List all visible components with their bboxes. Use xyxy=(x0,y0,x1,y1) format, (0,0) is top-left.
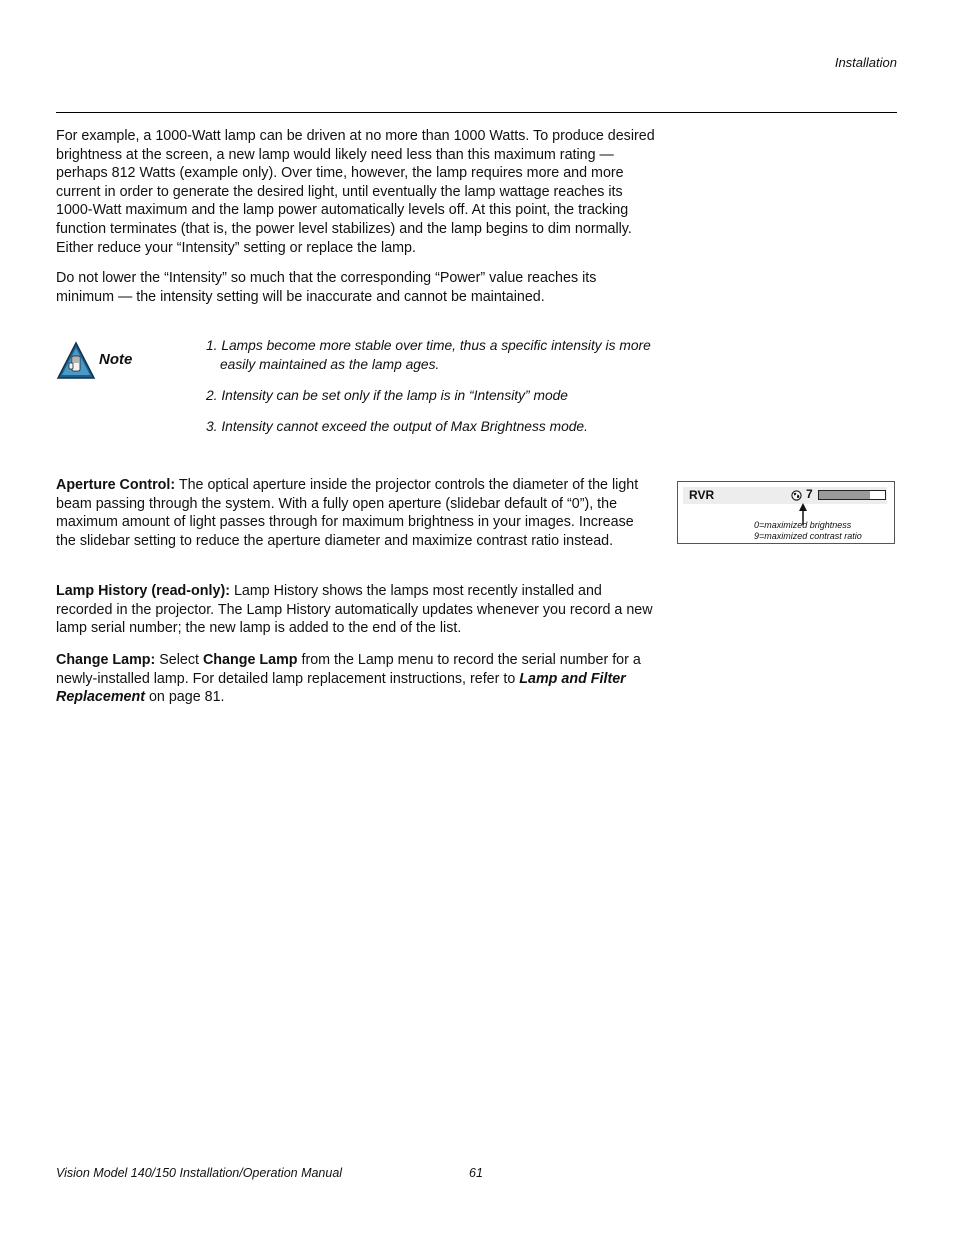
rvr-value: 7 xyxy=(806,487,813,501)
rvr-note-contrast: 9=maximized contrast ratio xyxy=(754,531,862,541)
globe-icon xyxy=(791,490,802,501)
note-item-3: 3. Intensity cannot exceed the output of Max Brightness mode. xyxy=(206,418,588,434)
lamp-history-text: Lamp History shows the lamps most recently installed and recorded in the projector. The Lamp History automatically updates whenever you record a new lamp serial number; the new lamp is added to the end of the list. xyxy=(56,583,653,637)
note-label: Note xyxy=(99,351,133,368)
footer-manual-title: Vision Model 140/150 Installation/Operation Manual xyxy=(56,1166,343,1180)
lamp-filter-replacement-link[interactable]: Lamp and Filter Replacement xyxy=(56,670,626,706)
lamp-history-paragraph xyxy=(56,582,656,638)
rvr-slider-fill xyxy=(819,491,870,499)
rvr-label: RVR xyxy=(689,488,715,502)
footer-page-number: 61 xyxy=(469,1166,483,1180)
change-lamp-text-3: on page 81. xyxy=(145,689,225,706)
rvr-slider-row xyxy=(683,487,887,504)
rvr-note-brightness: 0=maximized brightness xyxy=(754,520,852,530)
note-block xyxy=(56,337,676,447)
change-lamp-text-1: Select xyxy=(155,652,203,668)
note-item-2: 2. Intensity can be set only if the lamp is in “Intensity” mode xyxy=(206,387,568,403)
note-hand-icon xyxy=(56,341,96,381)
change-lamp-menu-item: Change Lamp xyxy=(202,652,298,668)
rvr-slider-track xyxy=(818,490,886,500)
intro-paragraph-2: Do not lower the “Intensity” so much that the corresponding “Power” value reaches its minimum — the intensity setting will be inaccurate and cannot be maintained. xyxy=(56,270,597,305)
change-lamp-heading: Change Lamp: xyxy=(56,652,156,668)
rvr-osd-figure xyxy=(677,481,895,544)
lamp-history-heading: Lamp History (read-only): xyxy=(56,583,230,599)
change-lamp-text-2: from the Lamp menu to record the serial number for a newly-installed lamp. For detailed lamp replacement instructions, refer to xyxy=(56,652,641,687)
aperture-control-text: The optical aperture inside the projector controls the diameter of the light beam passing through the system. With a fully open aperture (slidebar default of “0”), the maximum amount of light passes through for maximum brightness in your images. Increase the slidebar setting to reduce the aperture diameter and maximize contrast ratio instead. xyxy=(56,477,639,549)
intro-paragraph-1: For example, a 1000-Watt lamp can be driven at no more than 1000 Watts. To produce desired brightness at the screen, a new lamp would likely need less than this maximum rating — perhaps 812 Watts (example only). Over time, however, the lamp requires more and more current in order to generate the desired light, until eventually the lamp wattage reaches its 1000-Watt maximum and the lamp power automatically levels off. At this point, the tracking function terminates (that is, the power level stabilizes) and the lamp begins to dim normally. Either reduce your “Intensity” setting or replace the lamp. xyxy=(56,128,655,256)
note-item-1: 1. Lamps become more stable over time, thus a specific intensity is more easily maintained as the lamp ages. xyxy=(206,338,651,372)
aperture-control-heading: Aperture Control: xyxy=(56,477,176,493)
aperture-control-paragraph xyxy=(56,476,656,550)
change-lamp-paragraph xyxy=(56,651,656,707)
header-section-title: Installation xyxy=(834,55,897,70)
header-rule xyxy=(56,112,897,113)
note-list xyxy=(206,337,666,449)
